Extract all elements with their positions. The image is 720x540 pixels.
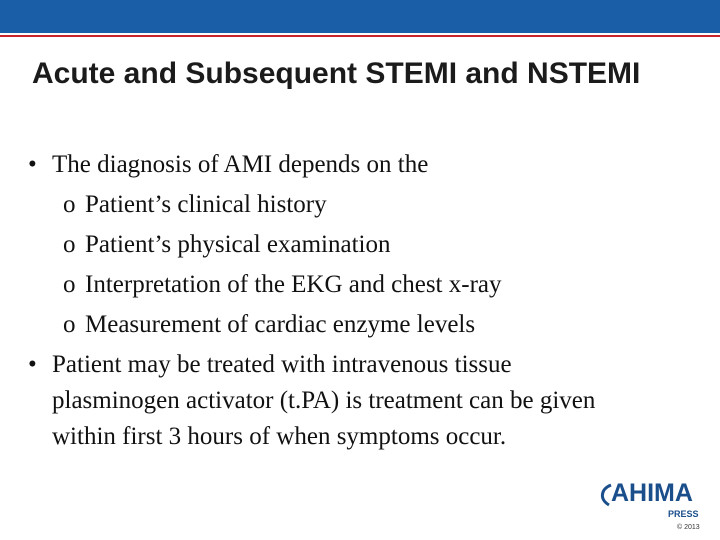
bullet-text-line: within first 3 hours of when symptoms occur.: [52, 423, 507, 450]
copyright-text: © 2013: [677, 524, 700, 531]
sub-bullet-marker: o: [63, 231, 76, 258]
slide-title: Acute and Subsequent STEMI and NSTEMI: [32, 57, 641, 90]
bullet-text: The diagnosis of AMI depends on the: [52, 151, 429, 178]
sub-bullet-marker: o: [63, 311, 76, 338]
header-bar: [0, 0, 720, 33]
bullet-text-line: plasminogen activator (t.PA) is treatment can be given: [52, 387, 596, 414]
sub-bullet-text: Patient’s physical examination: [85, 231, 391, 258]
bullet-marker: •: [28, 351, 37, 378]
header-accent-line: [0, 35, 720, 37]
bullet-text-line: Patient may be treated with intravenous tissue: [52, 351, 512, 378]
sub-bullet-text: Patient’s clinical history: [85, 191, 327, 218]
sub-bullet-text: Measurement of cardiac enzyme levels: [85, 311, 476, 338]
logo-press-text: PRESS: [668, 509, 699, 519]
ahima-press-logo: [597, 479, 707, 537]
logo-text: AHIMA: [611, 479, 693, 507]
sub-bullet-text: Interpretation of the EKG and chest x-ray: [85, 271, 502, 298]
sub-bullet-marker: o: [63, 191, 76, 218]
sub-bullet-marker: o: [63, 271, 76, 298]
bullet-marker: •: [28, 151, 37, 178]
